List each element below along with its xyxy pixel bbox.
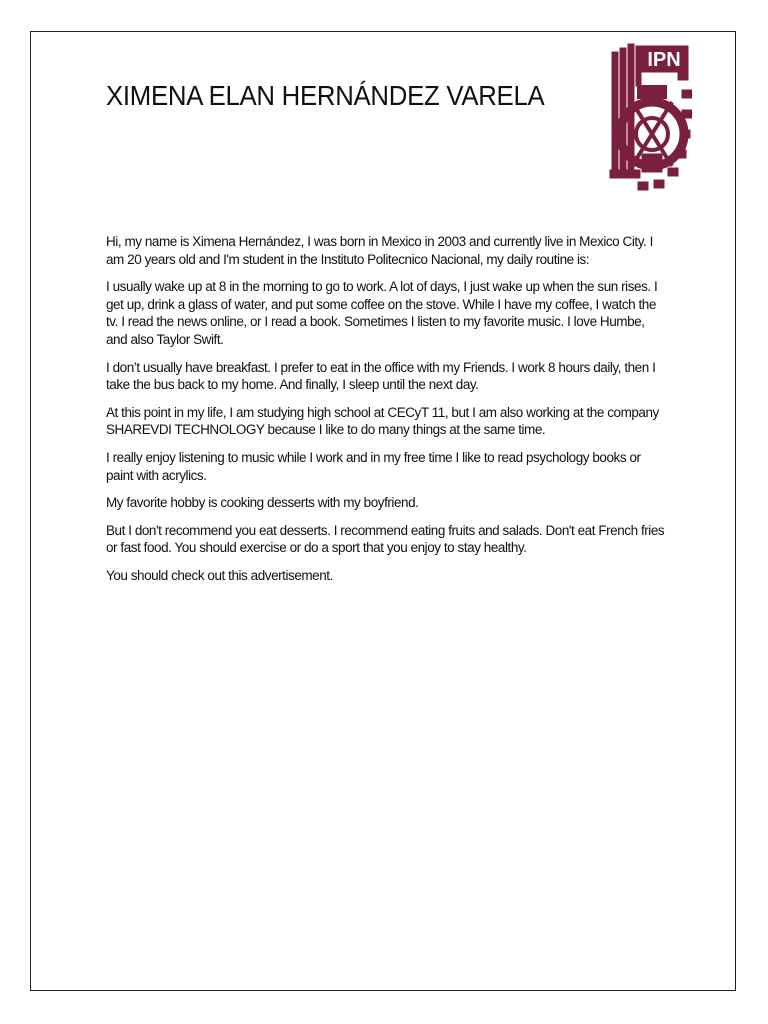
paragraph-morning-routine: I usually wake up at 8 in the morning to go to work. A lot of days, I just wake up when the sun rises. I get up, drink a glass of water, and put some coffee on the stove. While I have my coffee, I watch the tv. I read the news online, or I read a book. Sometimes I listen to my favorite music. I love Humbe, and also Taylor Swift. [106,279,658,347]
document-body [106,233,666,595]
paragraph-free-time: I really enjoy listening to music while I work and in my free time I like to read psychology books or paint with acrylics. [106,449,641,483]
paragraph-intro: Hi, my name is Ximena Hernández, I was born in Mexico in 2003 and currently live in Mexico City. I am 20 years old and I'm student in the Instituto Politecnico Nacional, my daily routine is: [106,234,653,267]
logo-lettering: IPN [647,49,681,71]
paragraph-recommendation: But I don't recommend you eat desserts. I recommend eating fruits and salads. Don't eat French fries or fast food. You should exercise or do a sport that you enjoy to stay healthy. [106,522,665,556]
paragraph-advertisement: You should check out this advertisement. [106,567,333,583]
paragraph-school-company: At this point in my life, I am studying high school at CECyT 11, but I am also working at the company SHAREVDI TECHNOLOGY because I like to do many things at the same time. [106,404,659,438]
paragraph-hobby: My favorite hobby is cooking desserts with my boyfriend. [106,495,419,511]
paragraph-breakfast-work: I don’t usually have breakfast. I prefer to eat in the office with my Friends. I work 8 hours daily, then I take the bus back to my home. And finally, I sleep until the next day. [106,359,656,393]
document-title: XIMENA ELAN HERNÁNDEZ VARELA [106,80,545,111]
ipn-institution-logo-icon [608,42,692,192]
